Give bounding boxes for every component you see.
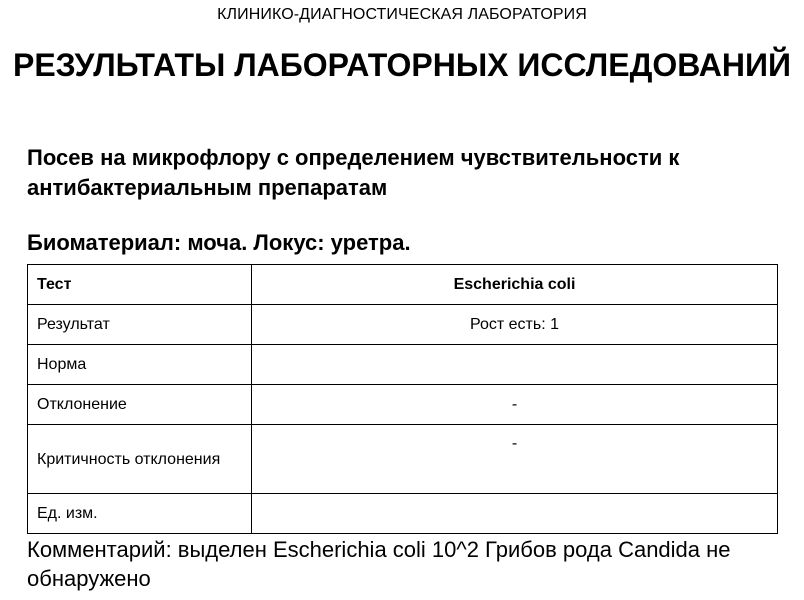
row-value — [252, 494, 778, 534]
row-value: Рост есть: 1 — [252, 305, 778, 345]
test-title: Посев на микрофлору с определением чувствительности к антибактериальным препаратам — [27, 145, 680, 200]
table-row-norm — [28, 345, 778, 385]
results-table — [27, 264, 778, 534]
results-table-body — [28, 305, 778, 534]
table-row-deviation-criticality — [28, 425, 778, 494]
table-row-unit — [28, 494, 778, 534]
header-organism: Escherichia coli — [252, 265, 778, 305]
comment: Комментарий: выделен Escherichia coli 10^2 Грибов рода Candida не обнаружено — [27, 537, 731, 591]
biomaterial-locus: Биоматериал: моча. Локус: уретра. — [27, 230, 411, 255]
row-value — [252, 345, 778, 385]
table-row-result — [28, 305, 778, 345]
row-label: Критичность отклонения — [28, 425, 252, 494]
results-table-header — [28, 265, 778, 305]
row-label: Отклонение — [28, 385, 252, 425]
table-row-deviation — [28, 385, 778, 425]
table-header-row — [28, 265, 778, 305]
row-value: - — [252, 385, 778, 425]
page-title: РЕЗУЛЬТАТЫ ЛАБОРАТОРНЫХ ИССЛЕДОВАНИЙ — [12, 47, 792, 83]
lab-name: КЛИНИКО-ДИАГНОСТИЧЕСКАЯ ЛАБОРАТОРИЯ — [217, 6, 587, 23]
row-label: Ед. изм. — [28, 494, 252, 534]
header-test-label: Тест — [28, 265, 252, 305]
row-label: Результат — [28, 305, 252, 345]
row-label: Норма — [28, 345, 252, 385]
row-value: - — [252, 425, 778, 494]
